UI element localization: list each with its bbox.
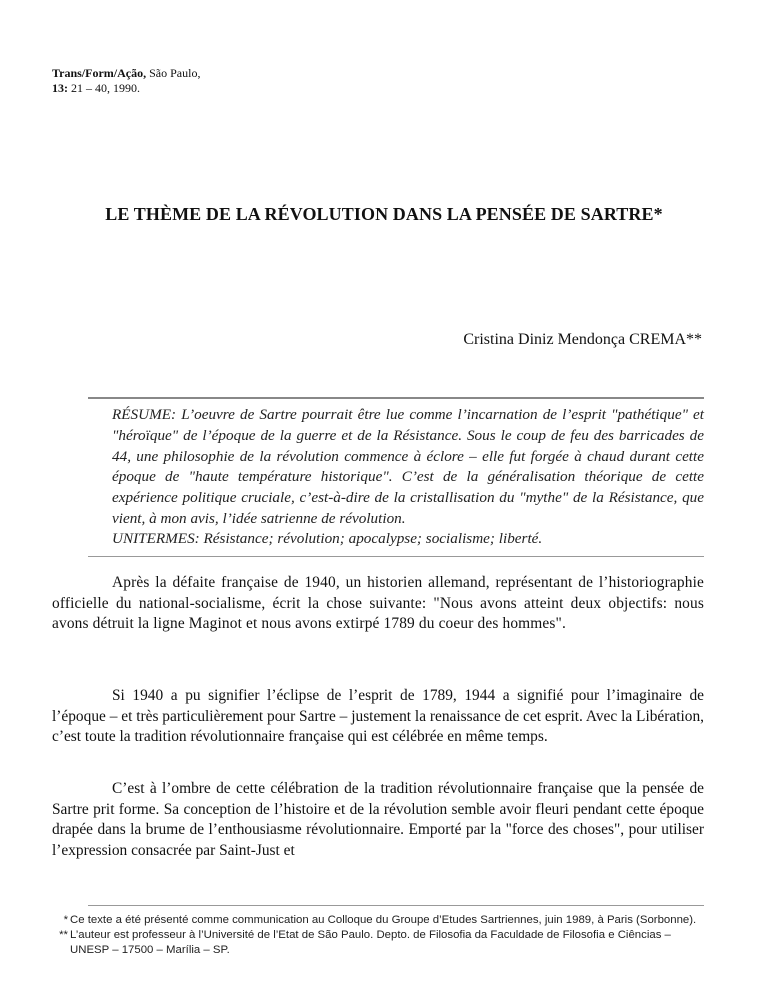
- body-paragraph-1: [52, 573, 704, 635]
- body-paragraph-2: [52, 686, 704, 748]
- abstract-top-rule: [88, 397, 704, 399]
- body-paragraph-3: [52, 779, 704, 861]
- abstract: [52, 405, 704, 530]
- article-author: Cristina Diniz Mendonça CREMA**: [463, 331, 702, 348]
- paragraph-text: Si 1940 a pu signifier l’éclipse de l’esprit de 1789, 1944 a signifié pour l’imaginaire de l’époque – et très particulièrement pour Sartre – justement la renaissance de cet esprit. Avec la Libération, c’est toute la tradition révolutionnaire française qui est célébrée en même temps.: [52, 687, 704, 746]
- footnote-rule: [88, 905, 704, 906]
- abstract-text: RÉSUME: L’oeuvre de Sartre pourrait être lue comme l’incarnation de l’esprit "pathétique" et "héroïque" de l’époque de la guerre et de la Résistance. Sous le coup de feu des barricades de 44, une philosophie de la révolution commence à éclore – elle fut forgée à chaud durant cette époque de "haute température historique". C’est de la généralisation théorique de cette expérience politique cruciale, c’est-à-dire de la cristallisation du "mythe" de la Résistance, que vient, à mon avis, l’idée satrienne de révolution.: [112, 406, 704, 527]
- footnotes: [60, 913, 710, 958]
- journal-place: São Paulo,: [146, 66, 201, 80]
- footnote-mark: *: [63, 914, 68, 926]
- paragraph-text: C’est à l’ombre de cette célébration de la tradition révolutionnaire française que la pensée de Sartre prit forme. Sa conception de l’histoire et de la révolution semble avoir fleuri pendant cette époque drapée dans la brume de l’enthousiasme révolutionnaire. Emporté par la "force des choses", pour utiliser l’expression consacrée par Saint-Just et: [52, 780, 704, 859]
- paragraph-text: Après la défaite française de 1940, un historien allemand, représentant de l’historiographie officielle du national-socialisme, écrit la chose suivante: "Nous avons atteint deux objectifs: nous avons détruit la ligne Maginot et nous avons extirpé 1789 du coeur des hommes".: [52, 574, 704, 633]
- journal-name: Trans/Form/Ação,: [52, 66, 147, 80]
- article-title: LE THÈME DE LA RÉVOLUTION DANS LA PENSÉE DE SARTRE*: [105, 204, 663, 224]
- uniterms: UNITERMES: Résistance; révolution; apocalypse; socialisme; liberté.: [112, 530, 543, 547]
- footnote-2: [60, 928, 710, 958]
- footnote-text: L’auteur est professeur à l’Université de l’Etat de São Paulo. Depto. de Filosofia da Faculdade de Filosofia e Ciências – UNESP – 17500 – Marília – SP.: [70, 929, 671, 956]
- uniterms-rule: [88, 556, 704, 557]
- journal-pages-year: 21 – 40, 1990.: [68, 81, 140, 95]
- citation-line-1: [52, 66, 200, 81]
- footnote-1: [60, 913, 710, 928]
- citation-line-2: [52, 81, 200, 96]
- journal-citation: [52, 66, 200, 96]
- footnote-text: Ce texte a été présenté comme communication au Colloque du Groupe d’Etudes Sartriennes, juin 1989, à Paris (Sorbonne).: [70, 914, 697, 926]
- journal-volume: 13:: [52, 81, 68, 95]
- footnote-mark: **: [59, 929, 68, 941]
